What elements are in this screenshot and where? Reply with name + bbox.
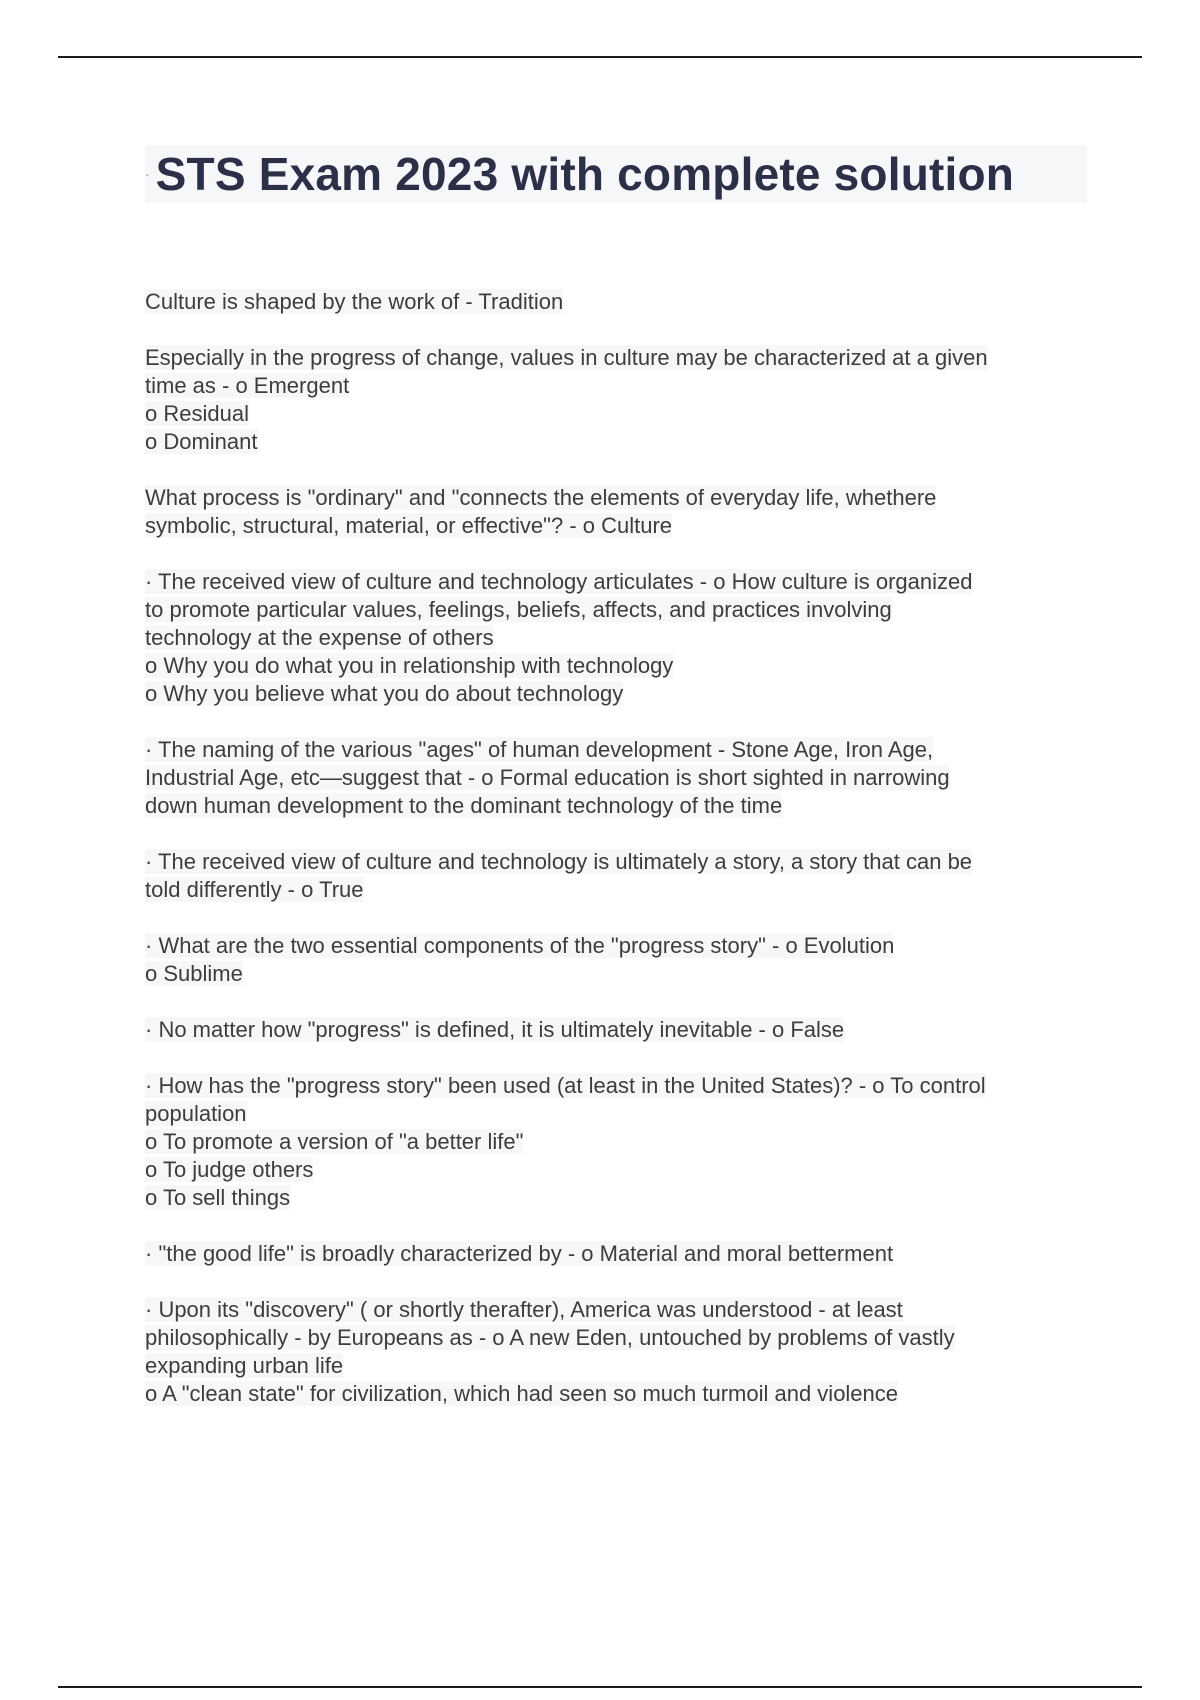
qa-item: [145, 932, 1095, 988]
qa-line: o To sell things: [145, 1185, 291, 1210]
title-bullet: ·: [145, 166, 150, 182]
qa-line: o Dominant: [145, 429, 258, 454]
qa-list: [145, 288, 1095, 1436]
qa-line: technology at the expense of others: [145, 625, 494, 650]
top-rule: [58, 56, 1142, 58]
qa-line: time as - o Emergent: [145, 373, 350, 398]
qa-line: down human development to the dominant technology of the time: [145, 793, 783, 818]
qa-item: [145, 568, 1095, 708]
qa-line: · What are the two essential components of the "progress story" - o Evolution: [145, 933, 895, 958]
qa-item: [145, 484, 1095, 540]
qa-line: population: [145, 1101, 247, 1126]
qa-line: Culture is shaped by the work of - Tradition: [145, 289, 564, 314]
qa-item: [145, 848, 1095, 904]
qa-item: [145, 1240, 1095, 1268]
qa-item: [145, 1296, 1095, 1408]
qa-line: o A "clean state" for civilization, which had seen so much turmoil and violence: [145, 1381, 899, 1406]
qa-line: o To judge others: [145, 1157, 314, 1182]
qa-line: · "the good life" is broadly characterized by - o Material and moral betterment: [145, 1241, 894, 1266]
qa-line: Industrial Age, etc—suggest that - o Formal education is short sighted in narrowing: [145, 765, 950, 790]
qa-line: · Upon its "discovery" ( or shortly therafter), America was understood - at least: [145, 1297, 903, 1322]
document-title: STS Exam 2023 with complete solution: [155, 148, 1015, 200]
qa-line: told differently - o True: [145, 877, 364, 902]
qa-line: · The received view of culture and technology articulates - o How culture is organized: [145, 569, 973, 594]
qa-line: o Why you believe what you do about technology: [145, 681, 624, 706]
qa-line: expanding urban life: [145, 1353, 344, 1378]
qa-item: [145, 1072, 1095, 1212]
qa-line: · The received view of culture and technology is ultimately a story, a story that can be: [145, 849, 973, 874]
qa-line: Especially in the progress of change, values in culture may be characterized at a given: [145, 345, 988, 370]
qa-line: o To promote a version of "a better life": [145, 1129, 524, 1154]
qa-line: to promote particular values, feelings, beliefs, affects, and practices involving: [145, 597, 892, 622]
qa-item: [145, 344, 1095, 456]
qa-line: philosophically - by Europeans as - o A new Eden, untouched by problems of vastly: [145, 1325, 955, 1350]
qa-line: o Sublime: [145, 961, 243, 986]
qa-line: · The naming of the various "ages" of human development - Stone Age, Iron Age,: [145, 737, 934, 762]
qa-item: [145, 736, 1095, 820]
qa-line: o Why you do what you in relationship with technology: [145, 653, 674, 678]
qa-line: · How has the "progress story" been used (at least in the United States)? - o To control: [145, 1073, 986, 1098]
qa-line: symbolic, structural, material, or effective"? - o Culture: [145, 513, 673, 538]
qa-item: [145, 288, 1095, 316]
title-banner: [145, 145, 1087, 203]
qa-line: · No matter how "progress" is defined, it is ultimately inevitable - o False: [145, 1017, 845, 1042]
qa-line: o Residual: [145, 401, 249, 426]
qa-line: What process is "ordinary" and "connects the elements of everyday life, whethere: [145, 485, 937, 510]
qa-item: [145, 1016, 1095, 1044]
bottom-rule: [58, 1686, 1142, 1688]
